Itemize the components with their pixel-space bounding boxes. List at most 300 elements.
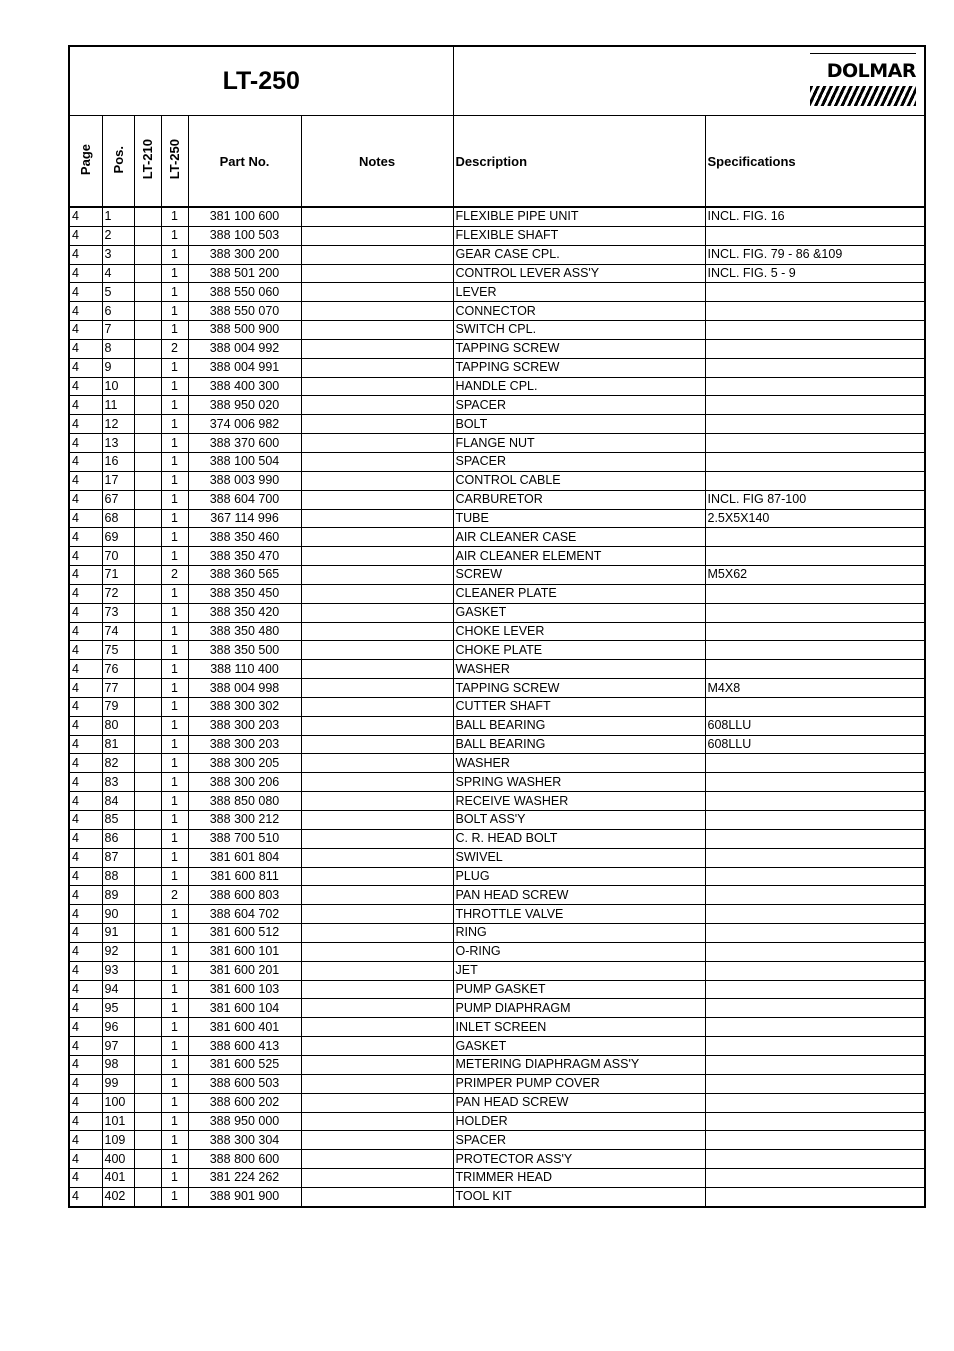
- cell-spec: [705, 452, 925, 471]
- cell-notes: [301, 660, 453, 679]
- table-row: [69, 735, 925, 754]
- cell-notes: [301, 1093, 453, 1112]
- cell-page: 4: [69, 999, 102, 1018]
- cell-notes: [301, 396, 453, 415]
- cell-notes: [301, 905, 453, 924]
- cell-desc: SWITCH CPL.: [453, 321, 705, 340]
- cell-part: 388 300 205: [188, 754, 301, 773]
- cell-pos: 80: [102, 716, 134, 735]
- cell-part: 381 600 512: [188, 924, 301, 943]
- cell-page: 4: [69, 566, 102, 585]
- col-header-lt250: LT-250: [161, 116, 188, 207]
- cell-pos: 95: [102, 999, 134, 1018]
- cell-lt250: 1: [161, 603, 188, 622]
- cell-page: 4: [69, 584, 102, 603]
- cell-lt250: 1: [161, 924, 188, 943]
- cell-desc: TAPPING SCREW: [453, 358, 705, 377]
- cell-lt210: [134, 452, 161, 471]
- cell-spec: 608LLU: [705, 716, 925, 735]
- cell-notes: [301, 339, 453, 358]
- cell-page: 4: [69, 641, 102, 660]
- cell-lt250: 1: [161, 302, 188, 321]
- cell-desc: PUMP DIAPHRAGM: [453, 999, 705, 1018]
- cell-spec: [705, 1018, 925, 1037]
- cell-lt250: 1: [161, 905, 188, 924]
- cell-spec: [705, 829, 925, 848]
- table-row: [69, 1074, 925, 1093]
- col-header-pos: Pos.: [102, 116, 134, 207]
- col-header-page: Page: [69, 116, 102, 207]
- cell-spec: [705, 283, 925, 302]
- cell-part: 388 100 503: [188, 226, 301, 245]
- table-row: [69, 773, 925, 792]
- cell-pos: 92: [102, 942, 134, 961]
- cell-page: 4: [69, 848, 102, 867]
- cell-part: 388 350 500: [188, 641, 301, 660]
- cell-lt250: 1: [161, 208, 188, 227]
- cell-page: 4: [69, 660, 102, 679]
- cell-pos: 100: [102, 1093, 134, 1112]
- table-row: [69, 471, 925, 490]
- cell-part: 388 850 080: [188, 792, 301, 811]
- cell-spec: [705, 905, 925, 924]
- cell-lt250: 1: [161, 735, 188, 754]
- cell-desc: PROTECTOR ASS'Y: [453, 1150, 705, 1169]
- cell-spec: [705, 1037, 925, 1056]
- cell-lt250: 1: [161, 1018, 188, 1037]
- cell-pos: 76: [102, 660, 134, 679]
- cell-lt250: 1: [161, 528, 188, 547]
- cell-desc: CARBURETOR: [453, 490, 705, 509]
- cell-lt250: 2: [161, 886, 188, 905]
- cell-page: 4: [69, 358, 102, 377]
- cell-notes: [301, 509, 453, 528]
- cell-page: 4: [69, 471, 102, 490]
- table-row: [69, 1169, 925, 1188]
- cell-desc: WASHER: [453, 660, 705, 679]
- table-row: [69, 886, 925, 905]
- cell-lt250: 1: [161, 321, 188, 340]
- cell-pos: 17: [102, 471, 134, 490]
- cell-notes: [301, 1055, 453, 1074]
- cell-page: 4: [69, 980, 102, 999]
- cell-part: 388 300 200: [188, 245, 301, 264]
- cell-spec: [705, 1074, 925, 1093]
- cell-spec: [705, 396, 925, 415]
- cell-spec: [705, 848, 925, 867]
- cell-lt210: [134, 396, 161, 415]
- cell-lt250: 1: [161, 1131, 188, 1150]
- cell-page: 4: [69, 1093, 102, 1112]
- cell-pos: 71: [102, 566, 134, 585]
- cell-page: 4: [69, 754, 102, 773]
- cell-spec: [705, 226, 925, 245]
- cell-page: 4: [69, 679, 102, 698]
- table-row: [69, 377, 925, 396]
- cell-desc: INLET SCREEN: [453, 1018, 705, 1037]
- cell-page: 4: [69, 1187, 102, 1206]
- cell-lt210: [134, 773, 161, 792]
- cell-lt250: 1: [161, 226, 188, 245]
- cell-page: 4: [69, 735, 102, 754]
- cell-desc: GEAR CASE CPL.: [453, 245, 705, 264]
- cell-notes: [301, 1169, 453, 1188]
- table-row: [69, 283, 925, 302]
- cell-lt210: [134, 509, 161, 528]
- cell-desc: HANDLE CPL.: [453, 377, 705, 396]
- table-row: [69, 905, 925, 924]
- cell-spec: [705, 302, 925, 321]
- cell-desc: SPACER: [453, 1131, 705, 1150]
- cell-desc: C. R. HEAD BOLT: [453, 829, 705, 848]
- cell-lt250: 1: [161, 584, 188, 603]
- cell-lt250: 1: [161, 377, 188, 396]
- cell-spec: [705, 377, 925, 396]
- table-row: [69, 603, 925, 622]
- cell-lt250: 1: [161, 980, 188, 999]
- cell-desc: RING: [453, 924, 705, 943]
- cell-desc: METERING DIAPHRAGM ASS'Y: [453, 1055, 705, 1074]
- cell-lt210: [134, 283, 161, 302]
- table-row: [69, 396, 925, 415]
- cell-pos: 73: [102, 603, 134, 622]
- col-header-lt210: LT-210: [134, 116, 161, 207]
- cell-part: 388 110 400: [188, 660, 301, 679]
- cell-pos: 97: [102, 1037, 134, 1056]
- cell-pos: 13: [102, 434, 134, 453]
- cell-part: 388 350 470: [188, 547, 301, 566]
- cell-lt210: [134, 490, 161, 509]
- cell-part: 388 604 700: [188, 490, 301, 509]
- cell-part: 381 600 811: [188, 867, 301, 886]
- cell-page: 4: [69, 1131, 102, 1150]
- cell-lt210: [134, 641, 161, 660]
- cell-spec: [705, 547, 925, 566]
- col-header-part-no: Part No.: [188, 116, 301, 207]
- cell-desc: BALL BEARING: [453, 716, 705, 735]
- cell-lt210: [134, 942, 161, 961]
- cell-page: 4: [69, 716, 102, 735]
- cell-desc: TUBE: [453, 509, 705, 528]
- cell-desc: CONTROL CABLE: [453, 471, 705, 490]
- cell-pos: 401: [102, 1169, 134, 1188]
- cell-lt250: 1: [161, 716, 188, 735]
- cell-notes: [301, 999, 453, 1018]
- cell-spec: [705, 792, 925, 811]
- cell-pos: 5: [102, 283, 134, 302]
- col-header-description: Description: [453, 116, 705, 207]
- table-row: [69, 980, 925, 999]
- cell-part: 388 350 450: [188, 584, 301, 603]
- cell-pos: 4: [102, 264, 134, 283]
- cell-spec: [705, 886, 925, 905]
- cell-part: 388 604 702: [188, 905, 301, 924]
- cell-desc: PUMP GASKET: [453, 980, 705, 999]
- cell-part: 381 600 104: [188, 999, 301, 1018]
- cell-pos: 10: [102, 377, 134, 396]
- cell-spec: [705, 528, 925, 547]
- cell-notes: [301, 754, 453, 773]
- cell-lt210: [134, 811, 161, 830]
- table-row: [69, 961, 925, 980]
- table-row: [69, 867, 925, 886]
- table-row: [69, 490, 925, 509]
- cell-pos: 75: [102, 641, 134, 660]
- parts-list-sheet: [68, 45, 924, 1208]
- cell-spec: [705, 697, 925, 716]
- cell-lt250: 1: [161, 490, 188, 509]
- cell-part: 388 950 020: [188, 396, 301, 415]
- cell-spec: [705, 754, 925, 773]
- table-row: [69, 641, 925, 660]
- table-row: [69, 415, 925, 434]
- cell-desc: FLEXIBLE PIPE UNIT: [453, 208, 705, 227]
- table-row: [69, 358, 925, 377]
- cell-lt210: [134, 735, 161, 754]
- cell-part: 381 601 804: [188, 848, 301, 867]
- cell-lt210: [134, 886, 161, 905]
- table-row: [69, 1055, 925, 1074]
- cell-pos: 2: [102, 226, 134, 245]
- cell-pos: 94: [102, 980, 134, 999]
- cell-spec: M4X8: [705, 679, 925, 698]
- cell-spec: [705, 1131, 925, 1150]
- cell-spec: [705, 434, 925, 453]
- cell-spec: [705, 641, 925, 660]
- cell-desc: BOLT: [453, 415, 705, 434]
- cell-notes: [301, 452, 453, 471]
- cell-spec: [705, 415, 925, 434]
- cell-notes: [301, 547, 453, 566]
- cell-page: 4: [69, 1112, 102, 1131]
- cell-lt250: 1: [161, 434, 188, 453]
- cell-pos: 67: [102, 490, 134, 509]
- cell-spec: 608LLU: [705, 735, 925, 754]
- cell-part: 388 350 480: [188, 622, 301, 641]
- cell-desc: SCREW: [453, 566, 705, 585]
- cell-spec: [705, 773, 925, 792]
- table-row: [69, 848, 925, 867]
- cell-pos: 91: [102, 924, 134, 943]
- cell-notes: [301, 283, 453, 302]
- table-row: [69, 924, 925, 943]
- cell-lt250: 1: [161, 1169, 188, 1188]
- cell-page: 4: [69, 208, 102, 227]
- cell-pos: 77: [102, 679, 134, 698]
- cell-lt210: [134, 1187, 161, 1206]
- cell-lt250: 1: [161, 999, 188, 1018]
- cell-part: 388 550 070: [188, 302, 301, 321]
- cell-spec: [705, 622, 925, 641]
- cell-lt210: [134, 434, 161, 453]
- cell-notes: [301, 792, 453, 811]
- cell-lt250: 2: [161, 339, 188, 358]
- cell-page: 4: [69, 1055, 102, 1074]
- cell-lt210: [134, 679, 161, 698]
- cell-part: 388 500 900: [188, 321, 301, 340]
- cell-page: 4: [69, 1018, 102, 1037]
- cell-notes: [301, 697, 453, 716]
- cell-spec: [705, 1150, 925, 1169]
- col-header-specifications: Specifications: [705, 116, 925, 207]
- cell-lt210: [134, 415, 161, 434]
- cell-desc: AIR CLEANER CASE: [453, 528, 705, 547]
- cell-lt250: 1: [161, 415, 188, 434]
- cell-notes: [301, 264, 453, 283]
- cell-lt210: [134, 660, 161, 679]
- cell-pos: 87: [102, 848, 134, 867]
- cell-desc: CHOKE LEVER: [453, 622, 705, 641]
- cell-notes: [301, 1131, 453, 1150]
- cell-pos: 79: [102, 697, 134, 716]
- cell-lt250: 1: [161, 358, 188, 377]
- cell-lt210: [134, 716, 161, 735]
- cell-page: 4: [69, 415, 102, 434]
- cell-lt210: [134, 697, 161, 716]
- cell-desc: RECEIVE WASHER: [453, 792, 705, 811]
- cell-page: 4: [69, 905, 102, 924]
- cell-notes: [301, 679, 453, 698]
- cell-lt210: [134, 1074, 161, 1093]
- cell-pos: 12: [102, 415, 134, 434]
- cell-pos: 101: [102, 1112, 134, 1131]
- cell-lt250: 1: [161, 848, 188, 867]
- cell-pos: 1: [102, 208, 134, 227]
- cell-part: 388 300 203: [188, 735, 301, 754]
- cell-pos: 84: [102, 792, 134, 811]
- table-row: [69, 622, 925, 641]
- cell-lt250: 1: [161, 245, 188, 264]
- cell-desc: LEVER: [453, 283, 705, 302]
- cell-spec: [705, 867, 925, 886]
- table-row: [69, 697, 925, 716]
- cell-lt210: [134, 1037, 161, 1056]
- cell-lt250: 1: [161, 622, 188, 641]
- cell-lt250: 1: [161, 547, 188, 566]
- cell-page: 4: [69, 321, 102, 340]
- cell-part: 388 600 803: [188, 886, 301, 905]
- table-row: [69, 942, 925, 961]
- cell-notes: [301, 848, 453, 867]
- cell-pos: 74: [102, 622, 134, 641]
- cell-page: 4: [69, 547, 102, 566]
- cell-desc: PAN HEAD SCREW: [453, 1093, 705, 1112]
- cell-page: 4: [69, 528, 102, 547]
- cell-spec: [705, 942, 925, 961]
- cell-pos: 93: [102, 961, 134, 980]
- cell-pos: 70: [102, 547, 134, 566]
- cell-notes: [301, 358, 453, 377]
- cell-lt210: [134, 924, 161, 943]
- cell-notes: [301, 716, 453, 735]
- cell-notes: [301, 321, 453, 340]
- cell-page: 4: [69, 509, 102, 528]
- table-row: [69, 434, 925, 453]
- table-row: [69, 1093, 925, 1112]
- cell-desc: FLANGE NUT: [453, 434, 705, 453]
- cell-lt210: [134, 528, 161, 547]
- cell-desc: PRIMPER PUMP COVER: [453, 1074, 705, 1093]
- cell-spec: M5X62: [705, 566, 925, 585]
- cell-desc: BOLT ASS'Y: [453, 811, 705, 830]
- table-row: [69, 302, 925, 321]
- cell-spec: [705, 924, 925, 943]
- cell-page: 4: [69, 961, 102, 980]
- cell-lt210: [134, 471, 161, 490]
- cell-part: 381 600 401: [188, 1018, 301, 1037]
- cell-desc: CHOKE PLATE: [453, 641, 705, 660]
- table-row: [69, 999, 925, 1018]
- parts-table: [68, 45, 926, 1208]
- cell-page: 4: [69, 264, 102, 283]
- cell-page: 4: [69, 773, 102, 792]
- table-row: [69, 528, 925, 547]
- cell-part: 367 114 996: [188, 509, 301, 528]
- cell-page: 4: [69, 792, 102, 811]
- cell-page: 4: [69, 1037, 102, 1056]
- cell-lt210: [134, 1131, 161, 1150]
- cell-part: 388 360 565: [188, 566, 301, 585]
- cell-part: 388 950 000: [188, 1112, 301, 1131]
- cell-desc: GASKET: [453, 1037, 705, 1056]
- cell-lt250: 1: [161, 1093, 188, 1112]
- cell-part: 388 300 212: [188, 811, 301, 830]
- cell-page: 4: [69, 396, 102, 415]
- cell-part: 388 003 990: [188, 471, 301, 490]
- parts-rows: [69, 208, 925, 1207]
- cell-part: 388 600 503: [188, 1074, 301, 1093]
- table-row: [69, 321, 925, 340]
- cell-part: 388 004 992: [188, 339, 301, 358]
- cell-lt210: [134, 603, 161, 622]
- table-row: [69, 829, 925, 848]
- cell-lt250: 1: [161, 471, 188, 490]
- cell-part: 388 300 206: [188, 773, 301, 792]
- cell-spec: [705, 471, 925, 490]
- cell-lt250: 1: [161, 396, 188, 415]
- cell-pos: 85: [102, 811, 134, 830]
- cell-lt210: [134, 264, 161, 283]
- cell-lt210: [134, 1169, 161, 1188]
- cell-desc: SWIVEL: [453, 848, 705, 867]
- cell-pos: 3: [102, 245, 134, 264]
- cell-lt250: 1: [161, 961, 188, 980]
- cell-lt250: 1: [161, 697, 188, 716]
- cell-spec: INCL. FIG. 5 - 9: [705, 264, 925, 283]
- cell-notes: [301, 886, 453, 905]
- col-header-notes: Notes: [301, 116, 453, 207]
- cell-lt210: [134, 1055, 161, 1074]
- table-row: [69, 1131, 925, 1150]
- cell-lt250: 1: [161, 641, 188, 660]
- cell-lt250: 1: [161, 1112, 188, 1131]
- cell-desc: TRIMMER HEAD: [453, 1169, 705, 1188]
- cell-part: 388 370 600: [188, 434, 301, 453]
- cell-notes: [301, 603, 453, 622]
- cell-notes: [301, 1112, 453, 1131]
- cell-desc: CONTROL LEVER ASS'Y: [453, 264, 705, 283]
- cell-pos: 11: [102, 396, 134, 415]
- cell-desc: THROTTLE VALVE: [453, 905, 705, 924]
- cell-lt210: [134, 999, 161, 1018]
- cell-pos: 83: [102, 773, 134, 792]
- cell-spec: INCL. FIG 87-100: [705, 490, 925, 509]
- table-row: [69, 264, 925, 283]
- cell-notes: [301, 622, 453, 641]
- cell-pos: 86: [102, 829, 134, 848]
- cell-notes: [301, 1037, 453, 1056]
- cell-part: 388 600 413: [188, 1037, 301, 1056]
